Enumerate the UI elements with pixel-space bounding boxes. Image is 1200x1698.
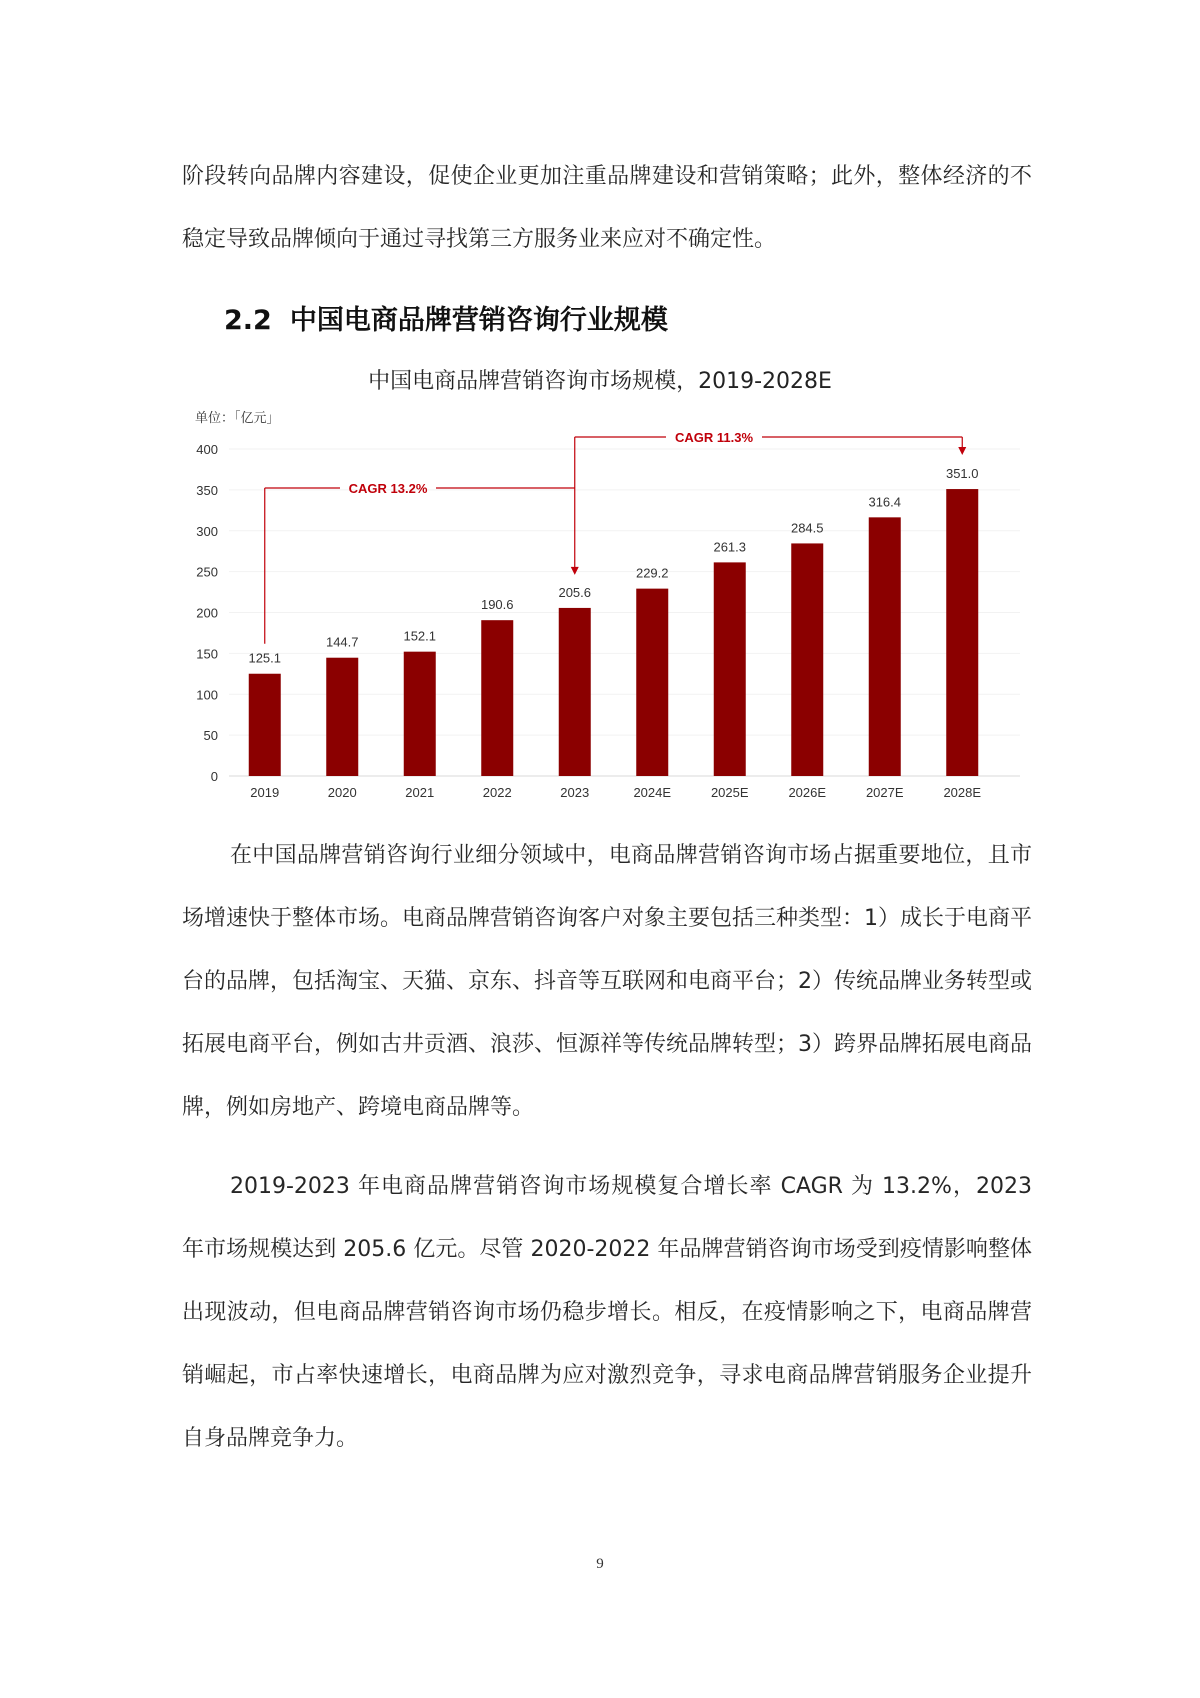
x-tick-label: 2022 bbox=[482, 785, 512, 800]
arrow-head bbox=[571, 567, 579, 575]
y-tick-label: 400 bbox=[196, 442, 218, 457]
cagr-label: CAGR 13.2% bbox=[348, 481, 428, 496]
value-label: 261.3 bbox=[713, 539, 747, 555]
section-title-text: 中国电商品牌营销咨询行业规模 bbox=[289, 305, 668, 336]
y-tick-label: 0 bbox=[210, 769, 218, 784]
growth-paragraph bbox=[182, 1155, 1032, 1470]
y-tick-label: 150 bbox=[196, 646, 218, 662]
y-tick-label: 300 bbox=[196, 523, 218, 539]
cagr-bracket bbox=[265, 481, 579, 644]
x-tick-label: 2023 bbox=[560, 785, 590, 800]
x-tick-label: 2021 bbox=[405, 785, 435, 800]
value-label: 229.2 bbox=[635, 565, 669, 581]
bar-2026E bbox=[791, 543, 823, 776]
y-tick-label: 250 bbox=[196, 564, 218, 580]
bar-2025E bbox=[714, 562, 746, 776]
chart-title: 中国电商品牌营销咨询市场规模，2019-2028E bbox=[368, 369, 832, 394]
x-tick-label: 2019 bbox=[250, 785, 280, 800]
bar-2020 bbox=[326, 658, 358, 776]
bar-2022 bbox=[481, 620, 513, 776]
value-label: 316.4 bbox=[868, 494, 902, 510]
arrow-head bbox=[958, 447, 966, 455]
bar-2027E bbox=[869, 517, 901, 776]
cagr-label: CAGR 11.3% bbox=[674, 430, 754, 445]
bar-series bbox=[248, 466, 981, 800]
market-size-bar-chart bbox=[170, 400, 1050, 820]
x-tick-label: 2028E bbox=[943, 785, 982, 800]
market-segment-paragraph-text: 在中国品牌营销咨询行业细分领域中，电商品牌营销咨询市场占据重要地位，且市场增速快于整体市场。电商品牌营销咨询客户对象主要包括三种类型：1）成长于电商平台的品牌，包括淘宝、天猫、京东、抖音等互联网和电商平台；2）传统品牌业务转型或拓展电商平台，例如古井贡酒、浪莎、恒源祥等传统品牌转型；3）跨界品牌拓展电商品牌，例如房地产、跨境电商品牌等。 bbox=[182, 843, 1032, 1120]
bar-2024E bbox=[636, 589, 668, 776]
page-number: 9 bbox=[596, 1556, 604, 1572]
x-tick-label: 2024E bbox=[633, 785, 672, 800]
y-tick-label: 100 bbox=[196, 687, 218, 703]
intro-paragraph-text: 阶段转向品牌内容建设，促使企业更加注重品牌建设和营销策略；此外，整体经济的不稳定导致品牌倾向于通过寻找第三方服务业来应对不确定性。 bbox=[182, 164, 1032, 252]
value-label: 144.7 bbox=[325, 634, 359, 650]
bar-2019 bbox=[249, 674, 281, 776]
value-label: 190.6 bbox=[480, 597, 514, 613]
y-tick-label: 50 bbox=[203, 728, 218, 744]
section-heading bbox=[224, 298, 668, 337]
bar-2023 bbox=[559, 608, 591, 776]
section-number: 2.2 bbox=[224, 305, 272, 336]
value-label: 152.1 bbox=[403, 628, 437, 644]
value-label: 284.5 bbox=[790, 520, 824, 536]
x-tick-label: 2020 bbox=[327, 785, 357, 800]
y-tick-label: 200 bbox=[196, 605, 218, 621]
value-label: 125.1 bbox=[248, 650, 282, 666]
market-segment-paragraph bbox=[182, 824, 1032, 1139]
cagr-annotations bbox=[265, 430, 967, 644]
growth-paragraph-text: 2019-2023 年电商品牌营销咨询市场规模复合增长率 CAGR 为 13.2%，2023 年市场规模达到 205.6 亿元。尽管 2020-2022 年品牌营销咨询市场受到疫情影响整体出现波动，但电商品牌营销咨询市场仍稳步增长。相反，在疫情影响之下，电商品牌营销崛起，市占率快速增长，电商品牌为应对激烈竞争，寻求电商品牌营销服务企业提升自身品牌竞争力。 bbox=[182, 1174, 1032, 1451]
y-tick-label: 350 bbox=[196, 482, 218, 498]
chart-unit-label: 单位：「亿元」 bbox=[195, 410, 280, 425]
bar-2021 bbox=[404, 652, 436, 776]
intro-paragraph bbox=[182, 145, 1032, 271]
x-tick-label: 2027E bbox=[865, 785, 904, 800]
bar-2028E bbox=[946, 489, 978, 776]
x-tick-label: 2026E bbox=[788, 785, 827, 800]
value-label: 205.6 bbox=[558, 584, 592, 600]
x-tick-label: 2025E bbox=[710, 785, 749, 800]
cagr-bracket bbox=[575, 430, 967, 488]
value-label: 351.0 bbox=[945, 466, 979, 482]
